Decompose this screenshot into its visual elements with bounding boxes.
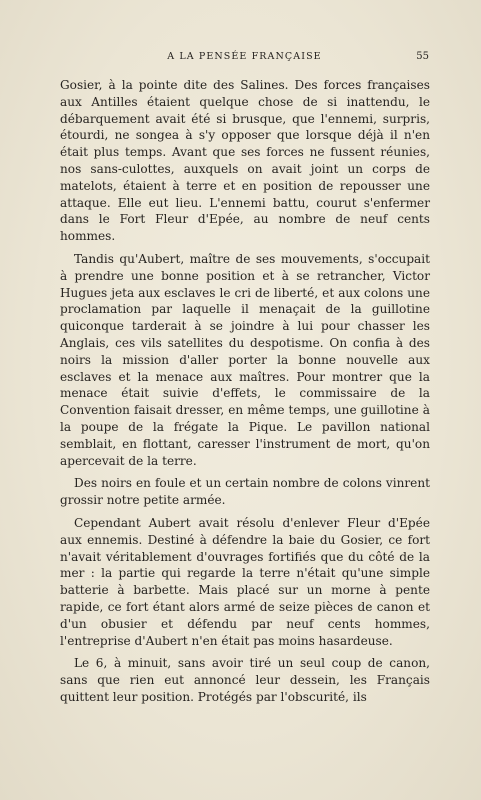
running-head bbox=[60, 51, 429, 65]
paragraph-4: Cependant Aubert avait résolu d'enlever Fleur d'Epée aux ennemis. Destiné à défendre la baie du Gosier, ce fort n'avait véritablement d'ouvrages fortifiés que du côté de la mer : la partie qui regarde la terre n'était qu'une simple batterie à barbette. Mais placé sur un morne à pente rapide, ce fort étant alors armé de seize pièces de canon et d'un obusier et défendu par neuf cents hommes, l'entreprise d'Aubert n'en était pas moins hasardeuse. bbox=[60, 515, 430, 648]
page-number: 55 bbox=[416, 51, 429, 62]
body-text bbox=[60, 77, 430, 712]
paragraph-3: Des noirs en foule et un certain nombre de colons vinrent grossir notre petite armée. bbox=[60, 476, 430, 508]
paragraph-1: Gosier, à la pointe dite des Salines. Des forces françaises aux Antilles étaient quelque chose de si inattendu, le débarquement avait été si brusque, que l'ennemi, surpris, étourdi, ne songea à s'y opposer que lorsque déjà il n'en était plus temps. Avant que ses forces ne fussent réunies, nos sans-culottes, auxquels on avait joint un corps de matelots, étaient à terre et en position de repousser une attaque. Elle eut lieu. L'ennemi battu, courut s'enfermer dans le Fort Fleur d'Epée, au nombre de neuf cents hommes. bbox=[60, 78, 430, 244]
paragraph-2: Tandis qu'Aubert, maître de ses mouvements, s'occupait à prendre une bonne position et à se retrancher, Victor Hugues jeta aux esclaves le cri de liberté, et aux colons une proclamation par laquelle il menaçait de la guillotine quiconque tarderait à se joindre à lui pour chasser les Anglais, ces vils satellites du despotisme. On confia à des noirs la mission d'aller porter la bonne nouvelle aux esclaves et la menace aux maîtres. Pour montrer que la menace était suivie d'effets, le commissaire de la Convention faisait dresser, en même temps, une guillotine à la poupe de la frégate la Pique. Le pavillon national semblait, en flottant, caresser l'instrument de mort, qu'on apercevait de la terre. bbox=[60, 251, 430, 468]
paragraph-5: Le 6, à minuit, sans avoir tiré un seul coup de canon, sans que rien eut annoncé leur dessein, les Français quittent leur position. Protégés par l'obscurité, ils bbox=[60, 656, 430, 704]
running-title: A LA PENSÉE FRANÇAISE bbox=[167, 51, 322, 62]
